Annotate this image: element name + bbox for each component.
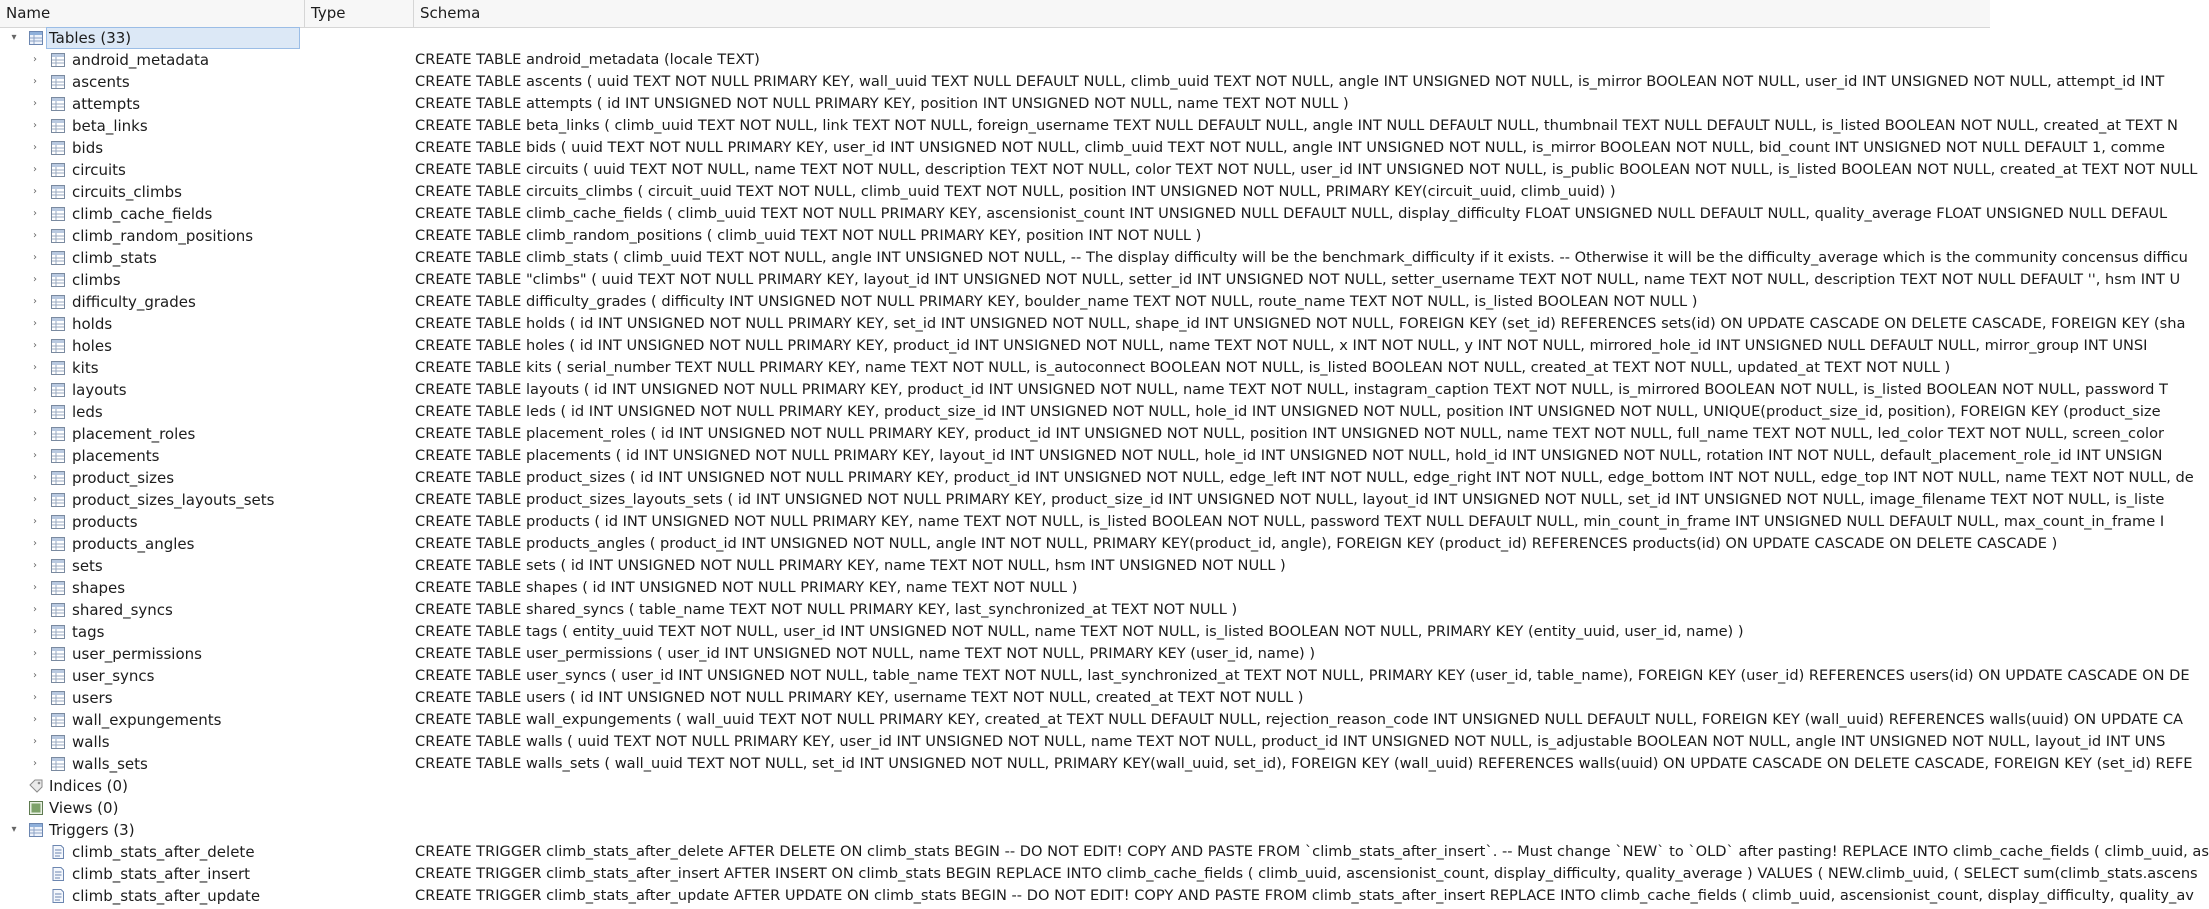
- tree-item-table[interactable]: [0, 401, 2161, 423]
- table-icon: [51, 691, 65, 705]
- expand-arrow-icon[interactable]: ›: [33, 76, 37, 87]
- tree-item-table[interactable]: [0, 599, 1990, 621]
- expand-arrow-icon[interactable]: ›: [33, 296, 37, 307]
- tree-item-table[interactable]: [0, 313, 2186, 335]
- schema-text: CREATE TRIGGER climb_stats_after_delete AFTER DELETE ON climb_stats BEGIN -- DO NOT EDIT! COPY AND PASTE FROM `climb_stats_after_insert`. -- Must change `NEW` to `OLD` after pasting! REPLACE INTO climb_cache_fields ( climb_uuid, as: [415, 843, 2209, 860]
- table-icon: [51, 251, 65, 265]
- expand-arrow-icon[interactable]: ›: [33, 406, 37, 417]
- column-header-name[interactable]: [0, 0, 305, 27]
- tree-group-indices[interactable]: [0, 775, 1990, 797]
- tree-item-table[interactable]: [0, 445, 2163, 467]
- table-name: kits: [72, 359, 99, 377]
- table-icon: [51, 361, 65, 375]
- tree-item-table[interactable]: [0, 115, 2178, 137]
- tree-item-table[interactable]: [0, 555, 1990, 577]
- table-name: climb_stats: [72, 249, 157, 267]
- table-name: product_sizes: [72, 469, 175, 487]
- expand-arrow-icon[interactable]: ›: [33, 516, 37, 527]
- expand-arrow-icon[interactable]: ›: [33, 428, 37, 439]
- schema-text: CREATE TABLE products_angles ( product_id INT UNSIGNED NOT NULL, angle INT NOT NULL, PRIMARY KEY(product_id, angle), FOREIGN KEY (product_id) REFERENCES products(id) ON UPDATE CASCADE ON DELETE CASCADE ): [415, 535, 2058, 552]
- table-icon: [51, 669, 65, 683]
- tree-item-table[interactable]: [0, 731, 2166, 753]
- expand-arrow-icon[interactable]: ›: [33, 736, 37, 747]
- schema-text: CREATE TABLE placement_roles ( id INT UNSIGNED NOT NULL PRIMARY KEY, product_id INT UNSIGNED NOT NULL, position INT UNSIGNED NOT NULL, name TEXT NOT NULL, full_name TEXT NOT NULL, led_color TEXT NOT NULL, screen_color: [415, 425, 2164, 442]
- tree-item-table[interactable]: [0, 247, 2188, 269]
- table-icon: [51, 735, 65, 749]
- tree-item-table[interactable]: [0, 709, 2184, 731]
- table-name: wall_expungements: [72, 711, 222, 729]
- schema-text: CREATE TABLE leds ( id INT UNSIGNED NOT NULL PRIMARY KEY, product_size_id INT UNSIGNED NOT NULL, hole_id INT UNSIGNED NOT NULL, position INT UNSIGNED NOT NULL, UNIQUE(product_size_id, position), FOREIGN KEY (product_size: [415, 403, 2161, 420]
- schema-text: CREATE TABLE user_syncs ( user_id INT UNSIGNED NOT NULL, table_name TEXT NOT NULL, last_synchronized_at TEXT NOT NULL, PRIMARY KEY (user_id, table_name), FOREIGN KEY (user_id) REFERENCES users(id) ON UPDATE CASCADE ON DE: [415, 667, 2190, 684]
- column-header-type[interactable]: [305, 0, 414, 27]
- column-header-schema[interactable]: [414, 0, 1990, 27]
- schema-text: CREATE TABLE walls_sets ( wall_uuid TEXT NOT NULL, set_id INT UNSIGNED NOT NULL, PRIMARY KEY(wall_uuid, set_id), FOREIGN KEY (wall_uuid) REFERENCES walls(uuid) ON UPDATE CASCADE ON DELETE CASCADE, FOREIGN KEY (set_id) REFE: [415, 755, 2193, 772]
- schema-text: CREATE TABLE shapes ( id INT UNSIGNED NOT NULL PRIMARY KEY, name TEXT NOT NULL ): [415, 579, 1078, 596]
- schema-text: CREATE TRIGGER climb_stats_after_update AFTER UPDATE ON climb_stats BEGIN -- DO NOT EDIT! COPY AND PASTE FROM climb_stats_after_insert REPLACE INTO climb_cache_fields ( climb_uuid, ascensionist_count, display_difficulty, quality_av: [415, 887, 2194, 904]
- tree-item-table[interactable]: [0, 159, 2198, 181]
- expand-arrow-icon[interactable]: ›: [33, 758, 37, 769]
- table-name: leds: [72, 403, 103, 421]
- trigger-icon: [51, 845, 65, 859]
- schema-text: CREATE TABLE holes ( id INT UNSIGNED NOT NULL PRIMARY KEY, product_id INT UNSIGNED NOT NULL, name TEXT NOT NULL, x INT NOT NULL, y INT NOT NULL, mirrored_hole_id INT UNSIGNED NULL DEFAULT NULL, mirror_group INT UNSI: [415, 337, 2148, 354]
- table-icon: [51, 185, 65, 199]
- tree-group-views[interactable]: [0, 797, 1990, 819]
- expand-arrow-icon[interactable]: ›: [33, 186, 37, 197]
- schema-text: CREATE TABLE bids ( uuid TEXT NOT NULL PRIMARY KEY, user_id INT UNSIGNED NOT NULL, climb_uuid TEXT NOT NULL, angle INT UNSIGNED NOT NULL, is_mirror BOOLEAN NOT NULL, bid_count INT UNSIGNED NOT NULL DEFAULT 1, comme: [415, 139, 2165, 156]
- table-icon: [51, 493, 65, 507]
- column-header-type-label: Type: [311, 4, 346, 22]
- expand-arrow-icon[interactable]: ›: [33, 120, 37, 131]
- table-name: shapes: [72, 579, 126, 597]
- tree-item-table[interactable]: [0, 357, 1990, 379]
- schema-text: CREATE TABLE holds ( id INT UNSIGNED NOT NULL PRIMARY KEY, set_id INT UNSIGNED NOT NULL, shape_id INT UNSIGNED NOT NULL, FOREIGN KEY (set_id) REFERENCES sets(id) ON UPDATE CASCADE ON DELETE CASCADE, FOREIGN KEY (sha: [415, 315, 2186, 332]
- tree-item-table[interactable]: [0, 93, 1990, 115]
- table-group-icon: [29, 823, 43, 837]
- schema-text: CREATE TABLE circuits_climbs ( circuit_uuid TEXT NOT NULL, climb_uuid TEXT NOT NULL, position INT UNSIGNED NOT NULL, PRIMARY KEY(circuit_uuid, climb_uuid) ): [415, 183, 1616, 200]
- table-name: bids: [72, 139, 104, 157]
- table-icon: [51, 383, 65, 397]
- tree-item-table[interactable]: [0, 687, 1990, 709]
- tree-item-table[interactable]: [0, 489, 2165, 511]
- expand-arrow-icon[interactable]: ›: [33, 472, 37, 483]
- tree-item-trigger[interactable]: [0, 841, 2209, 863]
- tree-item-table[interactable]: [0, 423, 2164, 445]
- tree-item-table[interactable]: [0, 379, 2168, 401]
- expand-arrow-icon[interactable]: ›: [33, 318, 37, 329]
- tree-item-table[interactable]: [0, 49, 1990, 71]
- expand-arrow-icon[interactable]: ›: [33, 164, 37, 175]
- schema-text: CREATE TRIGGER climb_stats_after_insert AFTER INSERT ON climb_stats BEGIN REPLACE INTO climb_cache_fields ( climb_uuid, ascensionist_count, display_difficulty, quality_average ) VALUES ( NEW.climb_uuid, ( SELECT sum(climb_stats.ascens: [415, 865, 2198, 882]
- expand-arrow-icon[interactable]: ›: [33, 670, 37, 681]
- table-icon: [51, 449, 65, 463]
- table-icon: [51, 625, 65, 639]
- table-icon: [51, 581, 65, 595]
- tree-item-table[interactable]: [0, 753, 2193, 775]
- group-label-views: Views (0): [49, 799, 119, 817]
- expand-arrow-icon[interactable]: ›: [33, 142, 37, 153]
- view-icon: [29, 801, 43, 815]
- expand-arrow-icon[interactable]: ›: [33, 230, 37, 241]
- expand-arrow-icon[interactable]: ›: [33, 648, 37, 659]
- expand-arrow-icon[interactable]: ›: [33, 54, 37, 65]
- trigger-name: climb_stats_after_insert: [72, 865, 251, 883]
- schema-text: CREATE TABLE placements ( id INT UNSIGNED NOT NULL PRIMARY KEY, layout_id INT UNSIGNED NOT NULL, hole_id INT UNSIGNED NOT NULL, hold_id INT UNSIGNED NOT NULL, rotation INT NOT NULL, default_placement_role_id INT UNSIGN: [415, 447, 2163, 464]
- trigger-icon: [51, 867, 65, 881]
- tree-item-table[interactable]: [0, 467, 2194, 489]
- expand-arrow-icon[interactable]: ›: [33, 626, 37, 637]
- table-name: layouts: [72, 381, 127, 399]
- table-name: climb_random_positions: [72, 227, 254, 245]
- schema-text: CREATE TABLE attempts ( id INT UNSIGNED NOT NULL PRIMARY KEY, position INT UNSIGNED NOT NULL, name TEXT NOT NULL ): [415, 95, 1349, 112]
- expand-arrow-icon[interactable]: ›: [33, 98, 37, 109]
- tree-item-table[interactable]: [0, 335, 2148, 357]
- expand-arrow-icon[interactable]: ›: [33, 604, 37, 615]
- table-icon: [51, 53, 65, 67]
- table-icon: [51, 757, 65, 771]
- table-icon: [51, 163, 65, 177]
- schema-text: CREATE TABLE product_sizes_layouts_sets ( id INT UNSIGNED NOT NULL PRIMARY KEY, product_size_id INT UNSIGNED NOT NULL, layout_id INT UNSIGNED NOT NULL, set_id INT UNSIGNED NOT NULL, image_filename TEXT NOT NULL, is_liste: [415, 491, 2165, 508]
- expand-arrow-icon[interactable]: ›: [33, 714, 37, 725]
- group-label-indices: Indices (0): [49, 777, 128, 795]
- tree-item-table[interactable]: [0, 71, 2165, 93]
- schema-text: CREATE TABLE android_metadata (locale TEXT): [415, 51, 760, 68]
- table-icon: [51, 405, 65, 419]
- schema-text: CREATE TABLE walls ( uuid TEXT NOT NULL PRIMARY KEY, user_id INT UNSIGNED NOT NULL, name TEXT NOT NULL, product_id INT UNSIGNED NOT NULL, is_adjustable BOOLEAN NOT NULL, angle INT UNSIGNED NOT NULL, layout_id INT UNS: [415, 733, 2166, 750]
- table-name: android_metadata: [72, 51, 210, 69]
- table-icon: [51, 317, 65, 331]
- table-icon: [51, 471, 65, 485]
- schema-text: CREATE TABLE climb_random_positions ( climb_uuid TEXT NOT NULL PRIMARY KEY, position INT NOT NULL ): [415, 227, 1202, 244]
- table-name: climbs: [72, 271, 121, 289]
- table-name: holes: [72, 337, 112, 355]
- schema-text: CREATE TABLE tags ( entity_uuid TEXT NOT NULL, user_id INT UNSIGNED NOT NULL, name TEXT NOT NULL, is_listed BOOLEAN NOT NULL, PRIMARY KEY (entity_uuid, user_id, name) ): [415, 623, 1744, 640]
- table-icon: [51, 537, 65, 551]
- collapse-arrow-icon[interactable]: ▾: [11, 32, 17, 43]
- schema-text: CREATE TABLE products ( id INT UNSIGNED NOT NULL PRIMARY KEY, name TEXT NOT NULL, is_listed BOOLEAN NOT NULL, password TEXT NULL DEFAULT NULL, min_count_in_frame INT UNSIGNED NULL DEFAULT NULL, max_count_in_frame I: [415, 513, 2165, 530]
- column-header: [0, 0, 1990, 28]
- schema-text: CREATE TABLE difficulty_grades ( difficulty INT UNSIGNED NOT NULL PRIMARY KEY, boulder_name TEXT NOT NULL, route_name TEXT NOT NULL, is_listed BOOLEAN NOT NULL ): [415, 293, 1698, 310]
- collapse-arrow-icon[interactable]: ▾: [11, 824, 17, 835]
- table-name: user_permissions: [72, 645, 202, 663]
- column-header-name-label: Name: [6, 4, 51, 22]
- table-name: products_angles: [72, 535, 195, 553]
- tree-item-trigger[interactable]: [0, 885, 2194, 907]
- tree-item-table[interactable]: [0, 225, 1990, 247]
- expand-arrow-icon[interactable]: ›: [33, 494, 37, 505]
- schema-text: CREATE TABLE product_sizes ( id INT UNSIGNED NOT NULL PRIMARY KEY, product_id INT UNSIGNED NOT NULL, edge_left INT NOT NULL, edge_right INT NOT NULL, edge_bottom INT NOT NULL, edge_top INT NOT NULL, name TEXT NOT NULL, de: [415, 469, 2194, 486]
- table-name: placements: [72, 447, 160, 465]
- schema-text: CREATE TABLE shared_syncs ( table_name TEXT NOT NULL PRIMARY KEY, last_synchronized_at TEXT NOT NULL ): [415, 601, 1238, 618]
- trigger-name: climb_stats_after_delete: [72, 843, 255, 861]
- tree-item-table[interactable]: [0, 577, 1990, 599]
- table-icon: [51, 97, 65, 111]
- tree-item-table[interactable]: [0, 291, 1990, 313]
- expand-arrow-icon[interactable]: ›: [33, 692, 37, 703]
- table-name: user_syncs: [72, 667, 155, 685]
- table-icon: [51, 119, 65, 133]
- index-tag-icon: [29, 779, 43, 793]
- schema-text: CREATE TABLE "climbs" ( uuid TEXT NOT NULL PRIMARY KEY, layout_id INT UNSIGNED NOT NULL, setter_id INT UNSIGNED NOT NULL, setter_username TEXT NOT NULL, name TEXT NOT NULL, description TEXT NOT NULL DEFAULT '', hsm INT U: [415, 271, 2181, 288]
- table-name: difficulty_grades: [72, 293, 196, 311]
- tree-group-tables[interactable]: [0, 27, 1990, 49]
- expand-arrow-icon[interactable]: ›: [33, 582, 37, 593]
- tree-item-trigger[interactable]: [0, 863, 2198, 885]
- table-name: shared_syncs: [72, 601, 173, 619]
- expand-arrow-icon[interactable]: ›: [33, 274, 37, 285]
- schema-text: CREATE TABLE climb_cache_fields ( climb_uuid TEXT NOT NULL PRIMARY KEY, ascensionist_count INT UNSIGNED NULL DEFAULT NULL, display_difficulty FLOAT UNSIGNED NULL DEFAULT NULL, quality_average FLOAT UNSIGNED NULL DEFAUL: [415, 205, 2168, 222]
- table-name: users: [72, 689, 113, 707]
- expand-arrow-icon[interactable]: ›: [33, 208, 37, 219]
- tree-item-table[interactable]: [0, 137, 2165, 159]
- schema-text: CREATE TABLE user_permissions ( user_id INT UNSIGNED NOT NULL, name TEXT NOT NULL, PRIMARY KEY (user_id, name) ): [415, 645, 1316, 662]
- table-group-icon: [29, 31, 43, 45]
- tree-item-table[interactable]: [0, 643, 1990, 665]
- expand-arrow-icon[interactable]: ›: [33, 538, 37, 549]
- group-label-triggers: Triggers (3): [49, 821, 135, 839]
- table-name: ascents: [72, 73, 130, 91]
- tree-item-table[interactable]: [0, 269, 2181, 291]
- schema-text: CREATE TABLE users ( id INT UNSIGNED NOT NULL PRIMARY KEY, username TEXT NOT NULL, created_at TEXT NOT NULL ): [415, 689, 1304, 706]
- table-name: holds: [72, 315, 113, 333]
- tree-item-table[interactable]: [0, 533, 2058, 555]
- table-icon: [51, 229, 65, 243]
- table-icon: [51, 75, 65, 89]
- expand-arrow-icon[interactable]: ›: [33, 450, 37, 461]
- tree-item-table[interactable]: [0, 621, 1990, 643]
- table-icon: [51, 559, 65, 573]
- tree-group-triggers[interactable]: [0, 819, 1990, 841]
- table-name: attempts: [72, 95, 141, 113]
- table-name: circuits_climbs: [72, 183, 182, 201]
- table-icon: [51, 141, 65, 155]
- table-name: climb_cache_fields: [72, 205, 213, 223]
- expand-arrow-icon[interactable]: ›: [33, 252, 37, 263]
- expand-arrow-icon[interactable]: ›: [33, 384, 37, 395]
- schema-text: CREATE TABLE climb_stats ( climb_uuid TEXT NOT NULL, angle INT UNSIGNED NOT NULL, -- The display difficulty will be the benchmark_difficulty if it exists. -- Otherwise it will be the difficulty_average which is the community concensus difficu: [415, 249, 2188, 266]
- table-icon: [51, 713, 65, 727]
- table-icon: [51, 295, 65, 309]
- table-name: placement_roles: [72, 425, 196, 443]
- table-name: tags: [72, 623, 105, 641]
- schema-text: CREATE TABLE sets ( id INT UNSIGNED NOT NULL PRIMARY KEY, name TEXT NOT NULL, hsm INT UNSIGNED NOT NULL ): [415, 557, 1286, 574]
- tree-item-table[interactable]: [0, 203, 2168, 225]
- table-icon: [51, 515, 65, 529]
- table-icon: [51, 647, 65, 661]
- table-icon: [51, 427, 65, 441]
- table-name: walls_sets: [72, 755, 148, 773]
- schema-text: CREATE TABLE layouts ( id INT UNSIGNED NOT NULL PRIMARY KEY, product_id INT UNSIGNED NOT NULL, name TEXT NOT NULL, instagram_caption TEXT NOT NULL, is_mirrored BOOLEAN NOT NULL, is_listed BOOLEAN NOT NULL, password T: [415, 381, 2168, 398]
- table-name: walls: [72, 733, 110, 751]
- expand-arrow-icon[interactable]: ›: [33, 340, 37, 351]
- tree-item-table[interactable]: [0, 511, 2165, 533]
- table-name: products: [72, 513, 138, 531]
- table-name: beta_links: [72, 117, 148, 135]
- expand-arrow-icon[interactable]: ›: [33, 560, 37, 571]
- table-icon: [51, 339, 65, 353]
- table-icon: [51, 273, 65, 287]
- trigger-name: climb_stats_after_update: [72, 887, 261, 905]
- column-header-schema-label: Schema: [420, 4, 481, 22]
- schema-text: CREATE TABLE beta_links ( climb_uuid TEXT NOT NULL, link TEXT NOT NULL, foreign_username TEXT NULL DEFAULT NULL, angle INT NULL DEFAULT NULL, thumbnail TEXT NULL DEFAULT NULL, is_listed BOOLEAN NOT NULL, created_at TEXT N: [415, 117, 2178, 134]
- table-icon: [51, 603, 65, 617]
- tree-item-table[interactable]: [0, 665, 2190, 687]
- schema-text: CREATE TABLE circuits ( uuid TEXT NOT NULL, name TEXT NOT NULL, description TEXT NOT NULL, color TEXT NOT NULL, user_id INT UNSIGNED NOT NULL, is_public BOOLEAN NOT NULL, is_listed BOOLEAN NOT NULL, created_at TEXT NOT NULL: [415, 161, 2198, 178]
- schema-text: CREATE TABLE wall_expungements ( wall_uuid TEXT NOT NULL PRIMARY KEY, created_at TEXT NULL DEFAULT NULL, rejection_reason_code INT UNSIGNED NULL DEFAULT NULL, FOREIGN KEY (wall_uuid) REFERENCES walls(uuid) ON UPDATE CA: [415, 711, 2184, 728]
- trigger-icon: [51, 889, 65, 903]
- tree-item-table[interactable]: [0, 181, 1990, 203]
- table-name: circuits: [72, 161, 126, 179]
- schema-text: CREATE TABLE ascents ( uuid TEXT NOT NULL PRIMARY KEY, wall_uuid TEXT NULL DEFAULT NULL, climb_uuid TEXT NOT NULL, angle INT UNSIGNED NOT NULL, is_mirror BOOLEAN NOT NULL, user_id INT UNSIGNED NOT NULL, attempt_id INT: [415, 73, 2165, 90]
- table-icon: [51, 207, 65, 221]
- schema-text: CREATE TABLE kits ( serial_number TEXT NULL PRIMARY KEY, name TEXT NOT NULL, is_autoconnect BOOLEAN NOT NULL, is_listed BOOLEAN NOT NULL, created_at TEXT NOT NULL, updated_at TEXT NOT NULL ): [415, 359, 1951, 376]
- table-name: product_sizes_layouts_sets: [72, 491, 275, 509]
- group-label-tables: Tables (33): [46, 27, 300, 49]
- expand-arrow-icon[interactable]: ›: [33, 362, 37, 373]
- table-name: sets: [72, 557, 103, 575]
